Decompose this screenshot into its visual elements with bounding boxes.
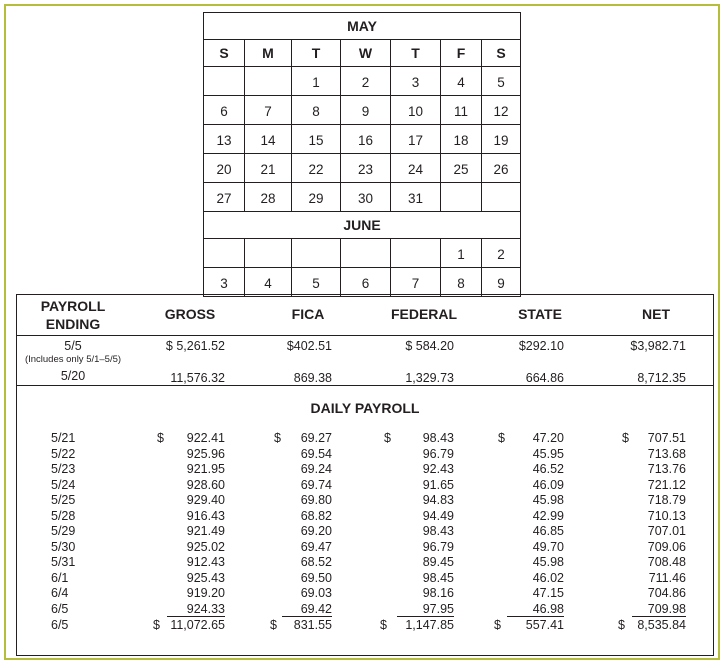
calendar-day-cell: 28 <box>245 183 292 212</box>
daily-net: 713.76 <box>647 462 686 476</box>
summary-net: $3,982.71 <box>630 339 686 353</box>
daily-fica: 69.03 <box>300 586 332 600</box>
calendar-day-cell: 24 <box>391 154 441 183</box>
calendar-day-cell: 5 <box>482 67 521 96</box>
calendar-day-cell: 4 <box>441 67 482 96</box>
calendar-day-cell: 16 <box>341 125 391 154</box>
summary-gross: $ 5,261.52 <box>165 339 225 353</box>
daily-net: 707.51 <box>647 431 686 445</box>
daily-state: 42.99 <box>532 508 564 523</box>
summary-note: (Includes only 5/1–5/5) <box>24 354 122 365</box>
calendar-day-cell <box>441 183 482 212</box>
daily-date: 5/24 <box>51 477 76 492</box>
daily-state: 45.98 <box>532 493 564 507</box>
calendar-day-cell: 1 <box>292 67 341 96</box>
daily-state: 45.98 <box>532 555 564 569</box>
calendar-day-cell: 7 <box>391 268 441 297</box>
calendar-day-cell: 15 <box>292 125 341 154</box>
header-state: STATE <box>518 306 562 322</box>
calendar-day-cell <box>341 239 391 268</box>
header-federal: FEDERAL <box>390 306 458 322</box>
calendar-day-of-week: F <box>441 40 482 67</box>
daily-federal: 94.83 <box>422 493 454 507</box>
calendar-day-cell: 5 <box>292 268 341 297</box>
total-gross: 11,072.65 <box>170 618 225 632</box>
summary-federal: 1,329.73 <box>405 371 454 385</box>
summary-ending: 5/5 <box>64 339 82 353</box>
calendar-day-cell: 17 <box>391 125 441 154</box>
summary-state: 664.86 <box>525 371 564 385</box>
currency-symbol: $ <box>498 431 505 445</box>
daily-fica: 68.82 <box>300 508 332 523</box>
daily-state: 46.98 <box>507 602 564 617</box>
summary-state: $292.10 <box>518 339 564 353</box>
daily-date: 5/31 <box>51 555 76 569</box>
calendar-day-cell <box>391 239 441 268</box>
daily-net: 709.06 <box>647 539 686 554</box>
calendar-day-cell <box>245 239 292 268</box>
daily-fica: 69.50 <box>300 570 332 585</box>
daily-date: 5/28 <box>51 508 76 523</box>
calendar-day-cell <box>204 67 245 96</box>
summary-fica: $402.51 <box>286 339 332 353</box>
currency-symbol: $ <box>274 431 281 445</box>
calendar-day-cell: 3 <box>204 268 245 297</box>
calendar-day-of-week: T <box>391 40 441 67</box>
daily-gross: 922.41 <box>186 431 225 445</box>
daily-state: 47.20 <box>532 431 564 445</box>
daily-state: 49.70 <box>532 539 564 554</box>
daily-fica: 69.24 <box>300 462 332 476</box>
header-gross: GROSS <box>164 306 216 322</box>
calendar-day-cell: 30 <box>341 183 391 212</box>
daily-state: 47.15 <box>532 586 564 600</box>
daily-federal: 92.43 <box>422 462 454 476</box>
calendar-day-cell: 18 <box>441 125 482 154</box>
daily-fica: 69.27 <box>300 431 332 445</box>
daily-gross: 925.96 <box>186 446 225 461</box>
header-divider <box>17 335 713 336</box>
summary-federal: $ 584.20 <box>405 339 454 353</box>
calendar-day-cell <box>245 67 292 96</box>
calendar-day-cell: 20 <box>204 154 245 183</box>
calendar-day-cell: 6 <box>341 268 391 297</box>
calendar-day-of-week: S <box>482 40 521 67</box>
daily-gross: 928.60 <box>186 477 225 492</box>
currency-symbol: $ <box>157 431 164 445</box>
calendar-day-cell <box>292 239 341 268</box>
daily-date: 5/22 <box>51 446 76 461</box>
total-date: 6/5 <box>51 618 69 632</box>
daily-net: 708.48 <box>647 555 686 569</box>
daily-date: 5/25 <box>51 493 76 507</box>
daily-state: 46.02 <box>532 570 564 585</box>
daily-federal: 91.65 <box>422 477 454 492</box>
daily-net: 718.79 <box>647 493 686 507</box>
currency-symbol: $ <box>153 618 160 632</box>
calendar-day-cell: 6 <box>204 96 245 125</box>
calendar-day-cell: 14 <box>245 125 292 154</box>
daily-date: 5/21 <box>51 431 76 445</box>
summary-fica: 869.38 <box>293 371 332 385</box>
calendar-day-cell: 13 <box>204 125 245 154</box>
calendar-day-cell <box>204 239 245 268</box>
calendar <box>203 12 521 297</box>
summary-divider <box>17 385 713 386</box>
daily-state: 46.09 <box>532 477 564 492</box>
calendar-day-cell: 22 <box>292 154 341 183</box>
calendar-day-cell: 8 <box>441 268 482 297</box>
currency-symbol: $ <box>380 618 387 632</box>
daily-fica: 68.52 <box>300 555 332 569</box>
daily-fica: 69.47 <box>300 539 332 554</box>
calendar-day-cell: 9 <box>341 96 391 125</box>
summary-ending: 5/20 <box>60 369 86 383</box>
header-net: NET <box>642 306 670 322</box>
daily-date: 5/23 <box>51 462 76 476</box>
daily-gross: 924.33 <box>167 602 225 617</box>
calendar-day-cell: 2 <box>482 239 521 268</box>
calendar-day-of-week: T <box>292 40 341 67</box>
calendar-day-cell: 29 <box>292 183 341 212</box>
daily-net: 713.68 <box>647 446 686 461</box>
total-federal: 1,147.85 <box>405 618 454 632</box>
daily-net: 707.01 <box>647 524 686 538</box>
calendar-day-cell: 4 <box>245 268 292 297</box>
summary-net: 8,712.35 <box>637 371 686 385</box>
daily-fica: 69.80 <box>300 493 332 507</box>
header-payroll-ending: PAYROLL ENDING <box>40 298 106 332</box>
daily-gross: 925.02 <box>186 539 225 554</box>
daily-payroll-title: DAILY PAYROLL <box>310 400 420 416</box>
header-fica: FICA <box>291 306 325 322</box>
daily-net: 709.98 <box>632 602 686 617</box>
calendar-day-of-week: W <box>341 40 391 67</box>
calendar-day-cell: 25 <box>441 154 482 183</box>
daily-net: 721.12 <box>647 477 686 492</box>
calendar-month-title: MAY <box>204 13 521 40</box>
daily-state: 46.85 <box>532 524 564 538</box>
payroll-table <box>16 294 714 656</box>
calendar-day-cell: 10 <box>391 96 441 125</box>
calendar-month-title: JUNE <box>204 212 521 239</box>
total-fica: 831.55 <box>293 618 332 632</box>
daily-gross: 921.95 <box>186 462 225 476</box>
currency-symbol: $ <box>622 431 629 445</box>
currency-symbol: $ <box>270 618 277 632</box>
daily-federal: 98.43 <box>422 431 454 445</box>
daily-state: 45.95 <box>532 446 564 461</box>
calendar-day-cell: 23 <box>341 154 391 183</box>
daily-federal: 98.45 <box>422 570 454 585</box>
daily-date: 6/4 <box>51 586 69 600</box>
total-state: 557.41 <box>525 618 564 632</box>
calendar-day-cell: 7 <box>245 96 292 125</box>
daily-net: 711.46 <box>648 570 686 585</box>
daily-federal: 97.95 <box>397 602 454 617</box>
calendar-day-cell: 3 <box>391 67 441 96</box>
daily-gross: 921.49 <box>186 524 225 538</box>
daily-date: 6/1 <box>51 570 69 585</box>
daily-date: 6/5 <box>51 601 69 616</box>
calendar-day-cell: 27 <box>204 183 245 212</box>
daily-net: 704.86 <box>647 586 686 600</box>
daily-fica: 69.74 <box>300 477 332 492</box>
calendar-day-cell: 21 <box>245 154 292 183</box>
currency-symbol: $ <box>384 431 391 445</box>
daily-federal: 96.79 <box>422 539 454 554</box>
daily-gross: 919.20 <box>186 586 225 600</box>
currency-symbol: $ <box>494 618 501 632</box>
daily-federal: 96.79 <box>422 446 454 461</box>
daily-fica: 69.54 <box>300 446 332 461</box>
daily-gross: 925.43 <box>186 570 225 585</box>
calendar-day-of-week: S <box>204 40 245 67</box>
calendar-day-cell: 11 <box>441 96 482 125</box>
daily-gross: 929.40 <box>186 493 225 507</box>
calendar-day-cell: 26 <box>482 154 521 183</box>
calendar-day-of-week: M <box>245 40 292 67</box>
daily-fica: 69.20 <box>300 524 332 538</box>
daily-fica: 69.42 <box>282 602 332 617</box>
calendar-day-cell <box>482 183 521 212</box>
daily-net: 710.13 <box>647 508 686 523</box>
calendar-day-cell: 2 <box>341 67 391 96</box>
daily-federal: 94.49 <box>422 508 454 523</box>
daily-state: 46.52 <box>532 462 564 476</box>
calendar-day-cell: 12 <box>482 96 521 125</box>
total-net: 8,535.84 <box>637 618 686 632</box>
daily-federal: 89.45 <box>422 555 454 569</box>
daily-gross: 912.43 <box>186 555 225 569</box>
calendar-day-cell: 19 <box>482 125 521 154</box>
daily-date: 5/30 <box>51 539 76 554</box>
daily-gross: 916.43 <box>186 508 225 523</box>
calendar-day-cell: 9 <box>482 268 521 297</box>
currency-symbol: $ <box>618 618 625 632</box>
daily-federal: 98.43 <box>422 524 454 538</box>
calendar-day-cell: 1 <box>441 239 482 268</box>
calendar-day-cell: 8 <box>292 96 341 125</box>
daily-federal: 98.16 <box>422 586 454 600</box>
summary-gross: 11,576.32 <box>170 371 225 385</box>
calendar-day-cell: 31 <box>391 183 441 212</box>
daily-date: 5/29 <box>51 524 76 538</box>
